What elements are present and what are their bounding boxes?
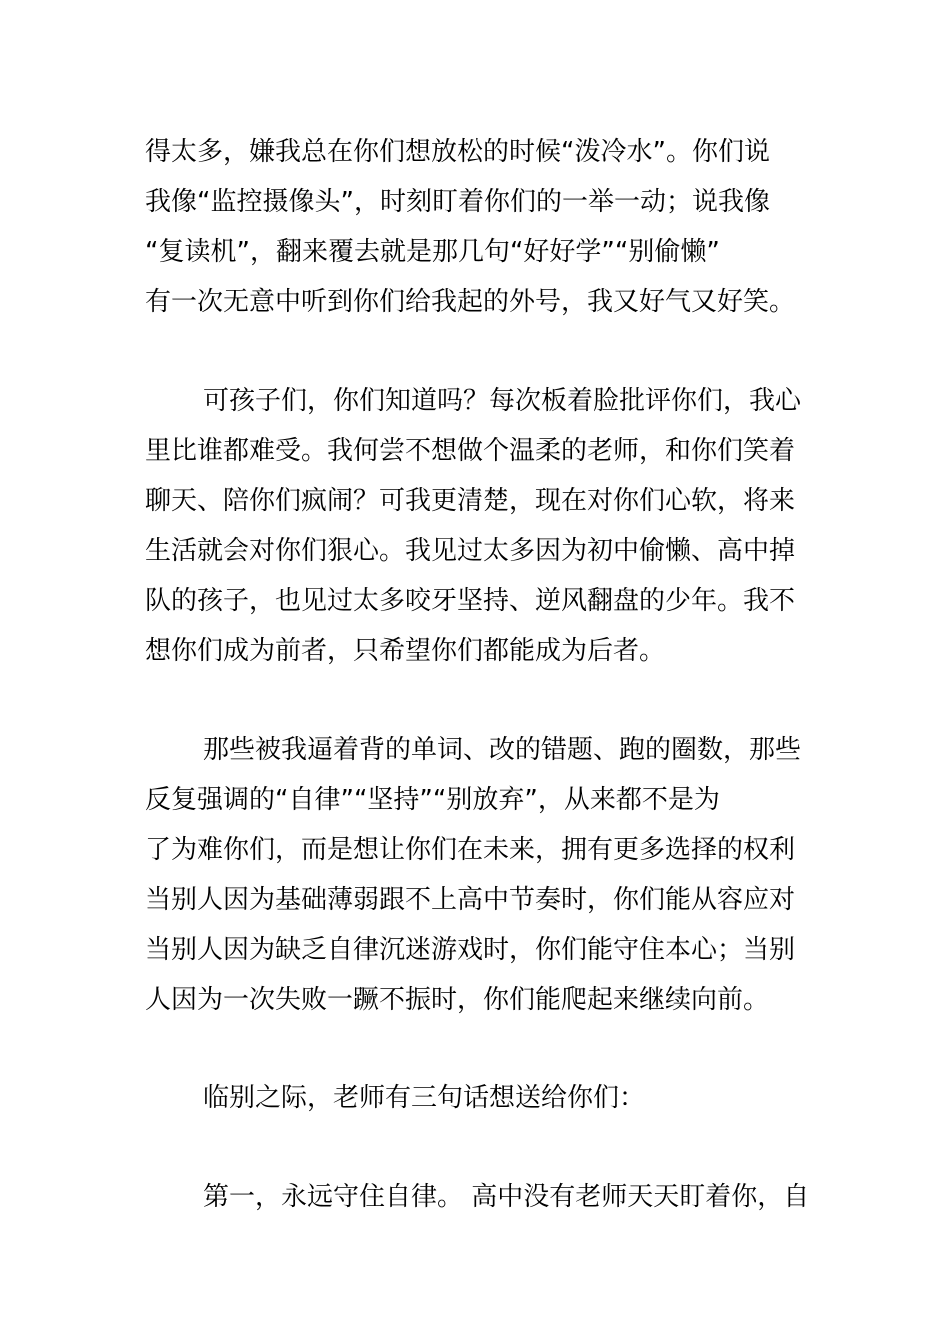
text-line: 想你们成为前者，只希望你们都能成为后者。 xyxy=(145,636,666,666)
text-line: 聊天、陪你们疯闹？可我更清楚，现在对你们心软，将来 xyxy=(145,486,796,516)
text-line: “复读机”，翻来覆去就是那几句“好好学”“别偷懒” xyxy=(145,237,720,267)
text-line: 有一次无意中听到你们给我起的外号，我又好气又好笑。 xyxy=(145,287,796,317)
text-line: 得太多，嫌我总在你们想放松的时候“泼冷水”。你们说 xyxy=(145,137,770,167)
text-line: 我像“监控摄像头”，时刻盯着你们的一举一动；说我像 xyxy=(145,187,770,217)
text-line: 当别人因为基础薄弱跟不上高中节奏时，你们能从容应对 xyxy=(145,885,796,915)
text-line: 反复强调的“自律”“坚持”“别放弃”，从来都不是为 xyxy=(145,785,720,815)
text-line: 了为难你们，而是想让你们在未来，拥有更多选择的权利 xyxy=(145,835,796,865)
text-line: 里比谁都难受。我何尝不想做个温柔的老师，和你们笑着 xyxy=(145,436,796,466)
text-line: 人因为一次失败一蹶不振时，你们能爬起来继续向前。 xyxy=(145,985,770,1015)
text-line: 第一，永远守住自律。 高中没有老师天天盯着你，自 xyxy=(203,1182,810,1212)
text-line: 队的孩子，也见过太多咬牙坚持、逆风翻盘的少年。我不 xyxy=(145,586,796,616)
text-line: 生活就会对你们狠心。我见过太多因为初中偷懒、高中掉 xyxy=(145,536,796,566)
text-line: 临别之际，老师有三句话想送给你们： xyxy=(203,1083,646,1113)
text-line: 那些被我逼着背的单词、改的错题、跑的圈数，那些 xyxy=(203,735,802,765)
text-line: 当别人因为缺乏自律沉迷游戏时，你们能守住本心；当别 xyxy=(145,935,796,965)
text-line: 可孩子们，你们知道吗？每次板着脸批评你们，我心 xyxy=(203,386,802,416)
